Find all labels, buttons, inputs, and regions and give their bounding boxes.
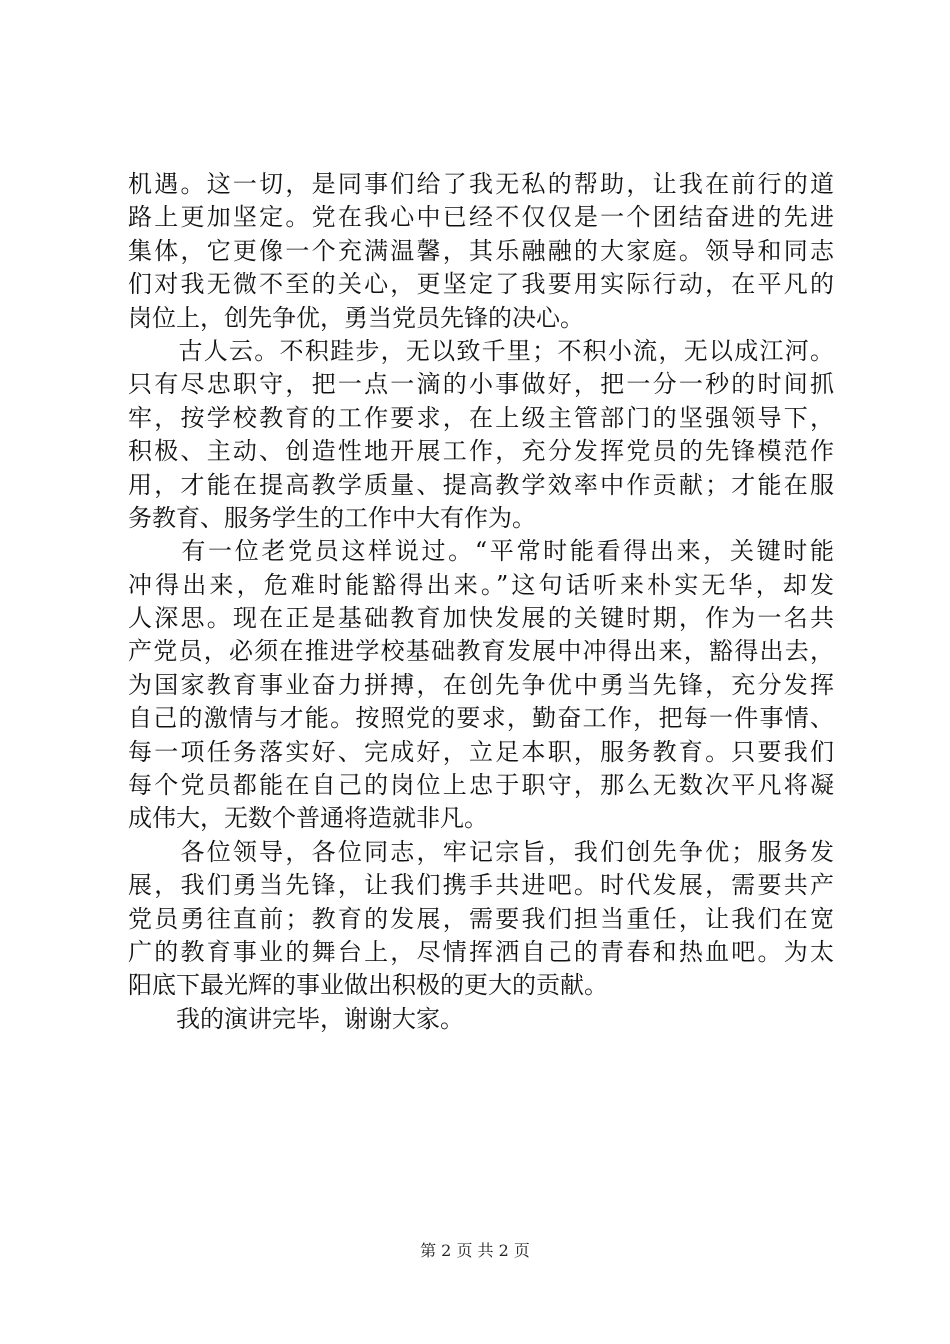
paragraph: [128, 836, 834, 1003]
text-line: 阳底下最光辉的事业做出积极的更大的贡献。: [128, 971, 608, 1000]
text-line: 古人云。不积跬步，无以致千里；不积小流，无以成江河。: [128, 336, 834, 365]
paragraph: [128, 168, 834, 335]
text-line: 每一项任务落实好、完成好，立足本职，服务教育。只要我们: [128, 737, 834, 766]
text-line: 机遇。这一切，是同事们给了我无私的帮助，让我在前行的道: [128, 170, 834, 198]
text-line: 务教育、服务学生的工作中大有作为。: [128, 503, 536, 532]
paragraph: [128, 1003, 834, 1036]
text-line: 党员勇往直前；教育的发展，需要我们担当重任，让我们在宽: [128, 904, 834, 933]
text-line: 们对我无微不至的关心，更坚定了我要用实际行动，在平凡的: [128, 270, 834, 299]
text-line: 集体，它更像一个充满温馨，其乐融融的大家庭。领导和同志: [128, 236, 834, 265]
paragraph: [128, 535, 834, 836]
text-line: 岗位上，创先争优，勇当党员先锋的决心。: [128, 303, 584, 332]
text-line: 广的教育事业的舞台上，尽情挥洒自己的青春和热血吧。为太: [128, 937, 834, 966]
paragraph: [128, 335, 834, 535]
text-line: 路上更加坚定。党在我心中已经不仅仅是一个团结奋进的先进: [128, 203, 834, 232]
text-line: 产党员，必须在推进学校基础教育发展中冲得出来，豁得出去，: [128, 637, 834, 666]
text-line: 牢，按学校教育的工作要求，在上级主管部门的坚强领导下，: [128, 403, 834, 432]
page-number-footer: 第 2 页 共 2 页: [420, 1241, 530, 1260]
text-line: 冲得出来，危难时能豁得出来。”这句话听来朴实无华，却发: [128, 570, 834, 599]
text-line: 人深思。现在正是基础教育加快发展的关键时期，作为一名共: [128, 604, 834, 633]
text-line: 只有尽忠职守，把一点一滴的小事做好，把一分一秒的时间抓: [128, 370, 834, 399]
text-line: 展，我们勇当先锋，让我们携手共进吧。时代发展，需要共产: [128, 871, 834, 900]
text-line: 每个党员都能在自己的岗位上忠于职守，那么无数次平凡将凝: [128, 771, 834, 800]
text-line: 我的演讲完毕，谢谢大家。: [128, 1004, 464, 1033]
text-line: 为国家教育事业奋力拼搏，在创先争优中勇当先锋，充分发挥: [128, 670, 834, 699]
text-line: 用，才能在提高教学质量、提高教学效率中作贡献；才能在服: [128, 470, 834, 499]
text-line: 积极、主动、创造性地开展工作，充分发挥党员的先锋模范作: [128, 437, 834, 466]
document-body: [128, 168, 834, 1036]
text-line: 成伟大，无数个普通将造就非凡。: [128, 804, 488, 833]
text-line: 各位领导，各位同志，牢记宗旨，我们创先争优；服务发: [128, 837, 834, 866]
text-line: 自己的激情与才能。按照党的要求，勤奋工作，把每一件事情、: [128, 704, 834, 733]
text-line: 有一位老党员这样说过。“平常时能看得出来，关键时能: [128, 537, 834, 566]
